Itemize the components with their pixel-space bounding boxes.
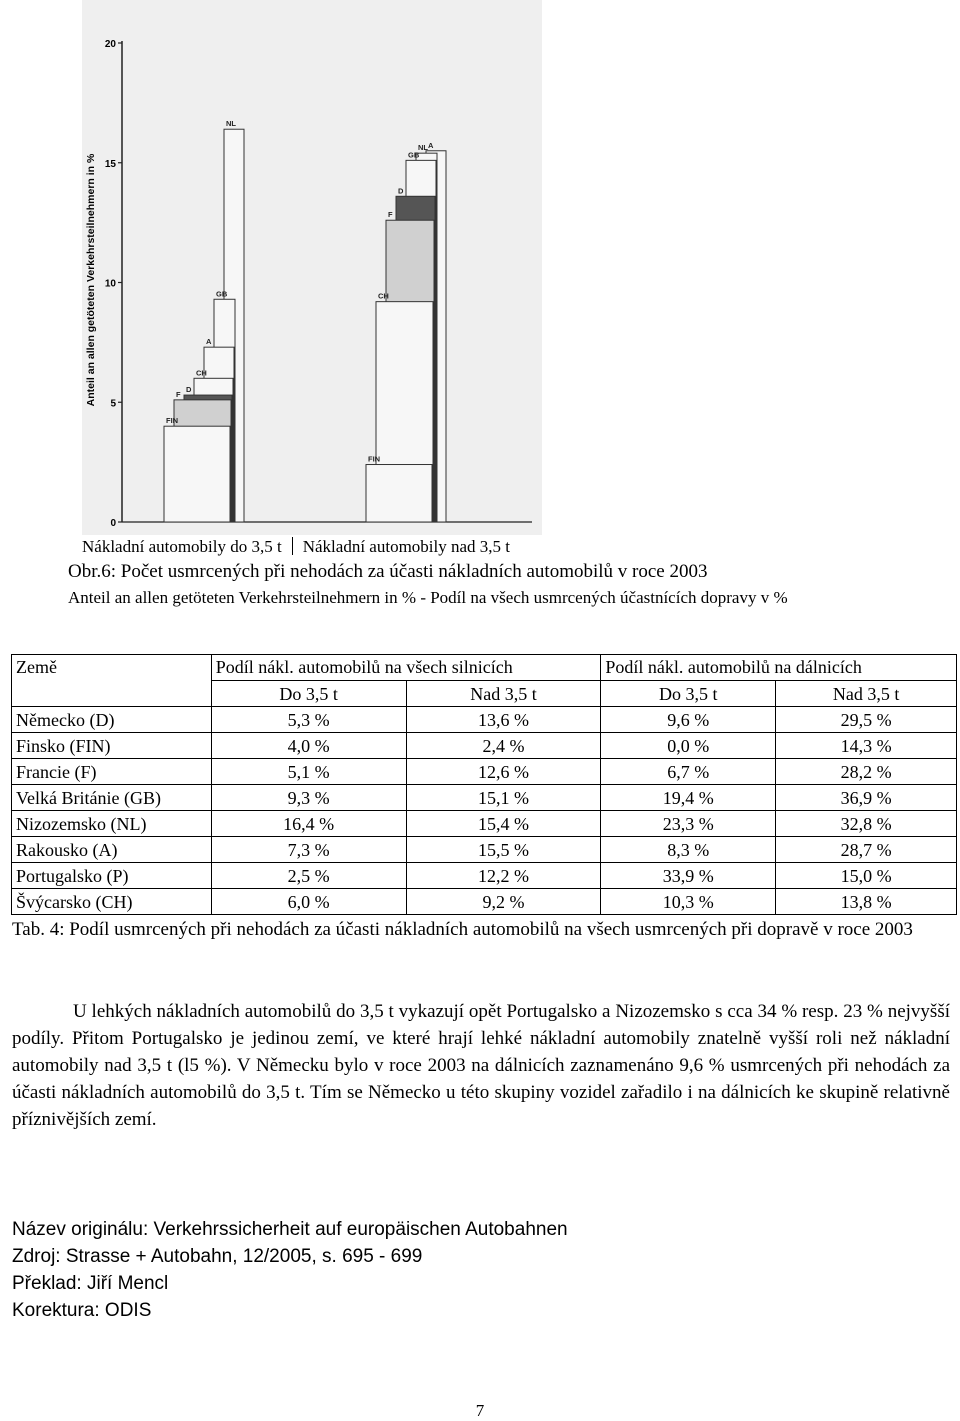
chart-figure <box>82 0 542 535</box>
cell-all-upto: 16,4 % <box>211 811 406 837</box>
body-paragraph-text: U lehkých nákladních automobilů do 3,5 t vykazují opět Portugalsko a Nizozemsko s cca 34 % resp. 23 % nejvyšší podíly. Přitom Portugalsko je jedinou zemí, ve které hrají lehké nákladní automobily znatelně vyšší roli než nákladní automobily nad 3,5 t (l5 %). V Německu bylo v roce 2003 na dálnicích zaznamenáno 9,6 % usmrcených při nehodách za účasti nákladních automobilů do 3,5 t. Tím se Německo u této skupiny vozidel zařadilo i na dálnicích ke skupině relativně příznivějších zemí. <box>12 1001 950 1130</box>
cell-country: Německo (D) <box>12 707 212 733</box>
bar-fin-group2 <box>366 465 432 522</box>
bar-label: GB <box>216 289 228 299</box>
table-caption: Tab. 4: Podíl usmrcených při nehodách za účasti nákladních automobilů na všech usmrcených při dopravě v roce 2003 <box>12 919 913 940</box>
table-header-row <box>12 655 957 681</box>
cell-motorway-upto: 33,9 % <box>601 863 776 889</box>
cell-all-upto: 5,1 % <box>211 759 406 785</box>
cell-all-upto: 6,0 % <box>211 889 406 915</box>
table-row <box>12 811 957 837</box>
y-tick-label: 10 <box>104 278 116 290</box>
header-all-roads: Podíl nákl. automobilů na všech silnicích <box>211 655 601 681</box>
cell-country: Portugalsko (P) <box>12 863 212 889</box>
original-title: Název originálu: Verkehrssicherheit auf europäischen Autobahnen <box>12 1219 568 1240</box>
legend-right: Nákladní automobily nad 3,5 t <box>302 537 511 556</box>
proofreading: Korektura: ODIS <box>12 1300 152 1321</box>
article-meta <box>12 1216 568 1324</box>
table-row <box>12 837 957 863</box>
y-tick-label: 20 <box>104 39 116 50</box>
bar-label: CH <box>196 368 207 378</box>
cell-motorway-upto: 6,7 % <box>601 759 776 785</box>
table-row <box>12 759 957 785</box>
cell-country: Rakousko (A) <box>12 837 212 863</box>
page-number: 7 <box>475 1401 485 1420</box>
bar-label: F <box>388 210 393 220</box>
cell-all-over: 13,6 % <box>406 707 601 733</box>
cell-country: Nizozemsko (NL) <box>12 811 212 837</box>
subheader-upto: Do 3,5 t <box>211 681 406 707</box>
cell-motorway-upto: 0,0 % <box>601 733 776 759</box>
cell-motorway-over: 15,0 % <box>776 863 957 889</box>
legend-left: Nákladní automobily do 3,5 t <box>82 537 282 556</box>
table-row <box>12 707 957 733</box>
cell-motorway-over: 36,9 % <box>776 785 957 811</box>
cell-motorway-over: 28,7 % <box>776 837 957 863</box>
bar-label: FIN <box>368 454 381 464</box>
bar-label: D <box>186 385 192 395</box>
y-tick-label: 15 <box>104 158 116 170</box>
bar-label: NL <box>226 119 236 129</box>
cell-country: Švýcarsko (CH) <box>12 889 212 915</box>
bar-label: A <box>428 140 434 150</box>
cell-all-upto: 9,3 % <box>211 785 406 811</box>
cell-all-over: 15,4 % <box>406 811 601 837</box>
body-paragraph <box>12 998 950 1133</box>
cell-all-upto: 7,3 % <box>211 837 406 863</box>
translation: Překlad: Jiří Mencl <box>12 1273 169 1294</box>
table-row <box>12 889 957 915</box>
cell-country: Francie (F) <box>12 759 212 785</box>
header-country: Země <box>12 655 212 707</box>
cell-all-over: 15,5 % <box>406 837 601 863</box>
header-motorways: Podíl nákl. automobilů na dálnicích <box>601 655 957 681</box>
bar-label: NL <box>418 143 428 153</box>
bar-label: D <box>398 186 404 196</box>
cell-country: Velká Británie (GB) <box>12 785 212 811</box>
table-row <box>12 785 957 811</box>
cell-all-upto: 4,0 % <box>211 733 406 759</box>
figure-caption-title: Obr.6: Počet usmrcených při nehodách za účasti nákladních automobilů v roce 2003 <box>68 561 708 582</box>
source: Zdroj: Strasse + Autobahn, 12/2005, s. 695 - 699 <box>12 1246 423 1267</box>
cell-motorway-over: 29,5 % <box>776 707 957 733</box>
subheader-over: Nad 3,5 t <box>776 681 957 707</box>
cell-all-over: 12,2 % <box>406 863 601 889</box>
figure-legend <box>82 537 510 557</box>
cell-motorway-over: 13,8 % <box>776 889 957 915</box>
cell-motorway-upto: 23,3 % <box>601 811 776 837</box>
table-row <box>12 733 957 759</box>
cell-all-upto: 5,3 % <box>211 707 406 733</box>
cell-motorway-upto: 9,6 % <box>601 707 776 733</box>
table-row <box>12 863 957 889</box>
subheader-over: Nad 3,5 t <box>406 681 601 707</box>
fatalities-table <box>11 654 957 915</box>
bar-label: CH <box>378 291 389 301</box>
cell-motorway-upto: 10,3 % <box>601 889 776 915</box>
cell-all-over: 2,4 % <box>406 733 601 759</box>
subheader-upto: Do 3,5 t <box>601 681 776 707</box>
cell-all-over: 9,2 % <box>406 889 601 915</box>
legend-separator <box>292 537 293 555</box>
cell-motorway-over: 28,2 % <box>776 759 957 785</box>
bar-label: FIN <box>166 416 179 426</box>
cell-motorway-upto: 8,3 % <box>601 837 776 863</box>
bar-chart <box>82 0 542 535</box>
bar-label: F <box>176 389 181 399</box>
bar-label: GB <box>408 150 420 160</box>
y-axis-label: Anteil an allen getöteten Verkehrsteilnehmern in % <box>85 153 97 407</box>
cell-motorway-over: 14,3 % <box>776 733 957 759</box>
cell-motorway-upto: 19,4 % <box>601 785 776 811</box>
cell-all-upto: 2,5 % <box>211 863 406 889</box>
y-tick-label: 5 <box>110 398 116 410</box>
bar-label: A <box>206 337 212 347</box>
cell-motorway-over: 32,8 % <box>776 811 957 837</box>
cell-all-over: 12,6 % <box>406 759 601 785</box>
y-tick-label: 0 <box>110 518 116 529</box>
cell-country: Finsko (FIN) <box>12 733 212 759</box>
bar-fin-group1 <box>164 426 230 522</box>
cell-all-over: 15,1 % <box>406 785 601 811</box>
figure-caption-subtitle: Anteil an allen getöteten Verkehrsteilnehmern in % - Podíl na všech usmrcených účastnících dopravy v % <box>68 588 788 607</box>
